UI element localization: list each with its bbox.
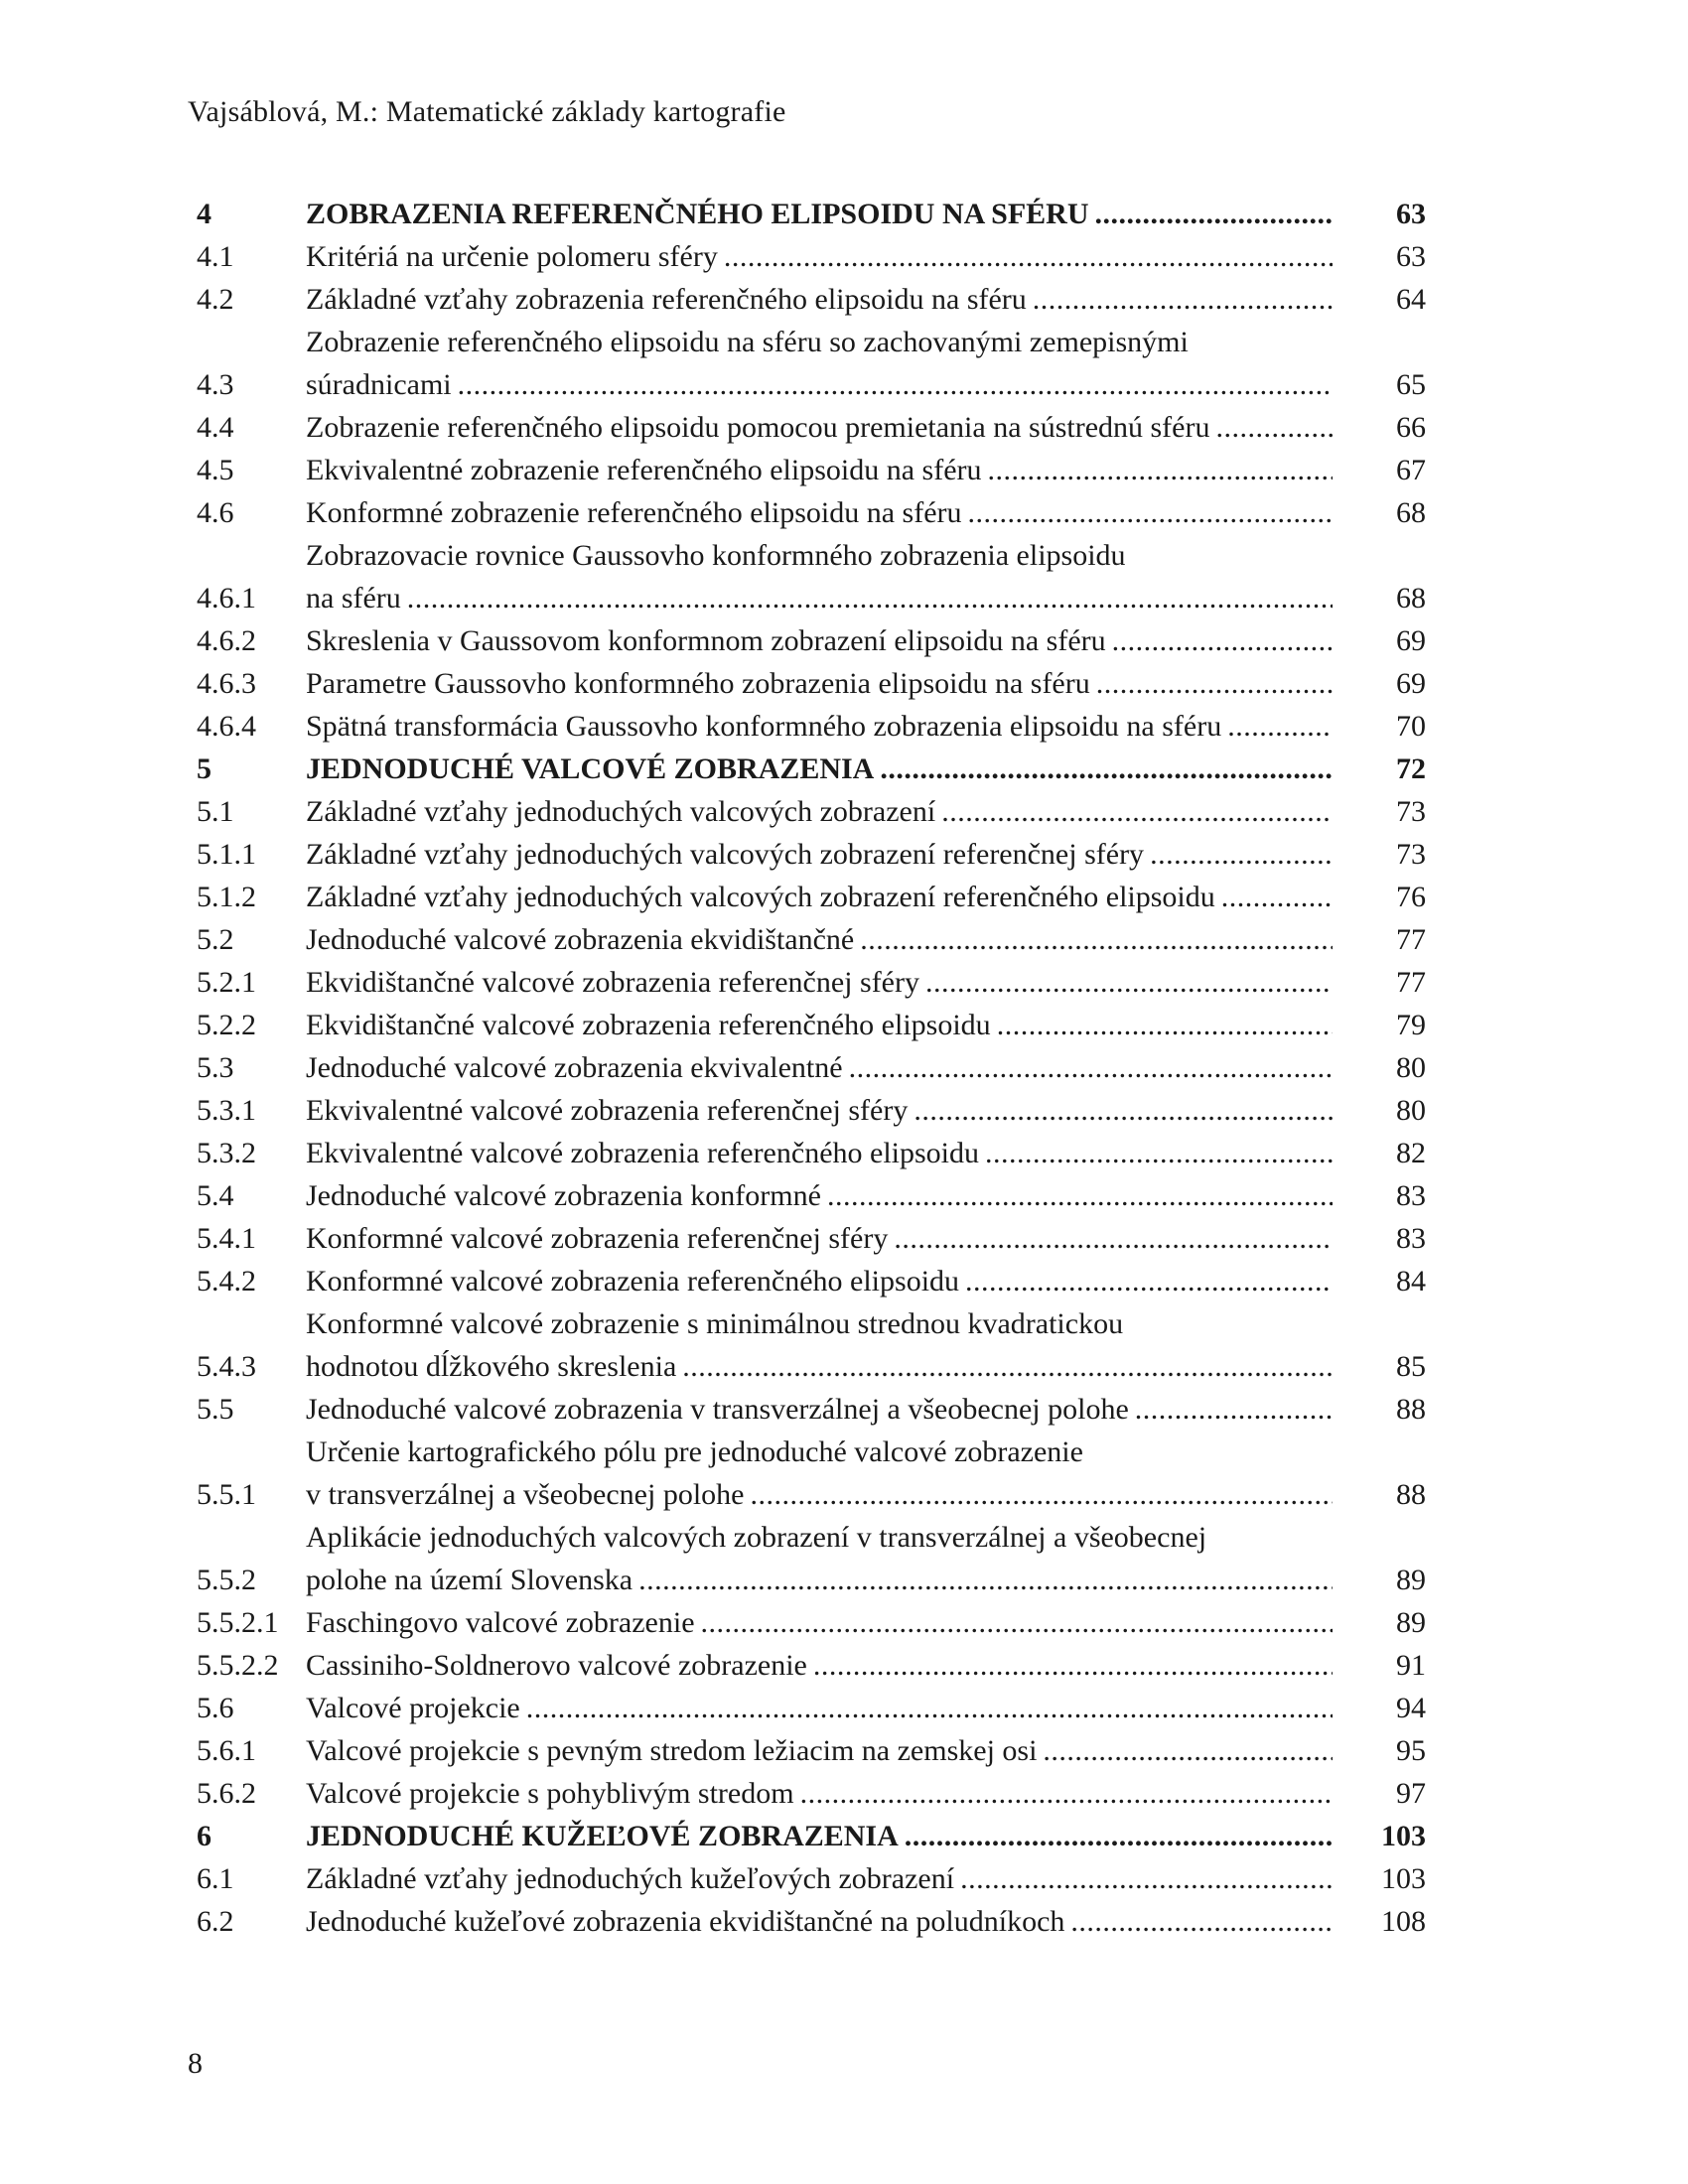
toc-entry: [197, 534, 1426, 619]
toc-entry-title: [306, 876, 1333, 918]
dot-leader: [800, 1772, 1333, 1815]
toc-entry-page: 97: [1396, 1777, 1426, 1810]
toc-entry-page: 83: [1396, 1179, 1426, 1212]
toc-entry-number: 5.5.2: [197, 1564, 256, 1596]
toc-entry: [197, 1004, 1426, 1046]
toc-entry-page: 91: [1396, 1649, 1426, 1682]
toc-entry-title: [306, 1004, 1333, 1046]
toc-entry-page: 89: [1396, 1564, 1426, 1596]
toc-entry: [197, 790, 1426, 833]
toc-entry: [197, 1046, 1426, 1089]
toc-entry-page: 80: [1396, 1051, 1426, 1084]
toc-entry-page: 68: [1396, 582, 1426, 614]
toc-entry-title: [306, 193, 1333, 235]
dot-leader: [941, 790, 1333, 833]
toc-entry-title-line: [306, 918, 1333, 961]
table-of-contents: [197, 193, 1426, 1943]
toc-entry-number: 5.3: [197, 1051, 234, 1084]
toc-entry-page: 83: [1396, 1222, 1426, 1255]
dot-leader: [914, 1089, 1333, 1132]
toc-chapter-entry: [197, 748, 1426, 790]
dot-leader: [458, 363, 1333, 406]
toc-entry-title: [306, 1516, 1333, 1601]
toc-entry-number: 5.3.1: [197, 1094, 256, 1127]
dot-leader: [526, 1687, 1333, 1729]
toc-entry: [197, 235, 1426, 278]
toc-entry-text: Konformné valcové zobrazenia referenčného elipsoidu: [306, 1265, 960, 1297]
dot-leader: [988, 449, 1333, 491]
toc-entry-title-line: [306, 406, 1333, 449]
toc-entry-title-line: [306, 1815, 1333, 1857]
toc-entry-title-first-line: Zobrazovacie rovnice Gaussovho konformného zobrazenia elipsoidu: [306, 539, 1126, 572]
dot-leader: [1227, 705, 1333, 748]
toc-entry-text: súradnicami: [306, 368, 452, 401]
toc-entry: [197, 1601, 1426, 1644]
toc-entry-number: 4.6.3: [197, 667, 256, 700]
toc-entry-page: 79: [1396, 1009, 1426, 1041]
dot-leader: [1096, 662, 1333, 705]
toc-entry-title: [306, 1388, 1333, 1431]
toc-entry-title: [306, 1302, 1333, 1388]
toc-entry-title-line: [306, 1644, 1333, 1687]
toc-entry-title-line: [306, 449, 1333, 491]
dot-leader: [1215, 406, 1333, 449]
toc-entry-title-first-line: Konformné valcové zobrazenie s minimálnou strednou kvadratickou: [306, 1307, 1124, 1340]
dot-leader: [1033, 278, 1333, 321]
toc-entry-title-line: [306, 1089, 1333, 1132]
toc-entry-text: JEDNODUCHÉ KUŽEĽOVÉ ZOBRAZENIA: [306, 1820, 899, 1852]
toc-entry: [197, 876, 1426, 918]
toc-entry-title-line: [306, 491, 1333, 534]
toc-entry-text: Ekvidištančné valcové zobrazenia referenčného elipsoidu: [306, 1009, 991, 1041]
toc-entry-title-line: [306, 1217, 1333, 1260]
toc-entry-number: 5.2: [197, 923, 234, 956]
toc-entry-page: 64: [1396, 283, 1426, 316]
toc-entry-title-line: [306, 876, 1333, 918]
toc-entry: [197, 833, 1426, 876]
toc-entry-number: 5.4.3: [197, 1350, 256, 1383]
toc-entry-title: [306, 1431, 1333, 1516]
toc-entry-number: 5.4.1: [197, 1222, 256, 1255]
toc-entry-title: [306, 449, 1333, 491]
toc-entry-page: 84: [1396, 1265, 1426, 1297]
toc-entry: [197, 662, 1426, 705]
dot-leader: [849, 1046, 1333, 1089]
toc-entry-title-first-line: Určenie kartografického pólu pre jednoduché valcové zobrazenie: [306, 1435, 1083, 1468]
toc-entry-title-line: [306, 961, 1333, 1004]
toc-entry-page: 63: [1396, 240, 1426, 273]
toc-entry-text: polohe na území Slovenska: [306, 1564, 633, 1596]
toc-entry-title: [306, 491, 1333, 534]
toc-entry-text: Základné vzťahy jednoduchých kužeľových zobrazení: [306, 1862, 955, 1895]
toc-entry-title-line: [306, 1388, 1333, 1431]
toc-entry-title: [306, 278, 1333, 321]
toc-entry-page: 103: [1381, 1862, 1426, 1895]
toc-entry-title-line: [306, 1559, 1333, 1601]
toc-entry: [197, 918, 1426, 961]
toc-entry: [197, 1217, 1426, 1260]
toc-entry-number: 5.5.2.2: [197, 1649, 279, 1682]
toc-entry-text: Ekvivalentné zobrazenie referenčného elipsoidu na sféru: [306, 454, 982, 486]
toc-entry-title: [306, 918, 1333, 961]
toc-entry-number: 6.2: [197, 1905, 234, 1938]
toc-entry-title: [306, 1601, 1333, 1644]
toc-entry-number: 4.6.2: [197, 624, 256, 657]
toc-entry-title: [306, 705, 1333, 748]
toc-entry-text: Základné vzťahy jednoduchých valcových zobrazení referenčného elipsoidu: [306, 881, 1215, 913]
toc-entry: [197, 1302, 1426, 1388]
toc-entry: [197, 619, 1426, 662]
running-header: Vajsáblová, M.: Matematické základy kartografie: [188, 95, 786, 128]
toc-entry-title-line: [306, 1772, 1333, 1815]
dot-leader: [905, 1815, 1333, 1857]
toc-entry-number: 4.2: [197, 283, 234, 316]
toc-entry-number: 5.4.2: [197, 1265, 256, 1297]
toc-entry-title: [306, 321, 1333, 406]
toc-entry-title: [306, 1857, 1333, 1900]
dot-leader: [960, 1857, 1333, 1900]
toc-entry: [197, 1388, 1426, 1431]
dot-leader: [860, 918, 1333, 961]
toc-entry-title: [306, 1217, 1333, 1260]
toc-entry-title: [306, 790, 1333, 833]
toc-entry-text: Základné vzťahy jednoduchých valcových zobrazení referenčnej sféry: [306, 838, 1145, 871]
toc-entry-title: [306, 961, 1333, 1004]
toc-entry-title: [306, 1687, 1333, 1729]
toc-entry-title-line: [306, 363, 1333, 406]
toc-entry: [197, 406, 1426, 449]
toc-entry-title-line: [306, 1004, 1333, 1046]
dot-leader: [997, 1004, 1333, 1046]
dot-leader: [407, 577, 1333, 619]
toc-entry-page: 95: [1396, 1734, 1426, 1767]
toc-entry-text: Jednoduché valcové zobrazenia ekvidištančné: [306, 923, 855, 956]
dot-leader: [1043, 1729, 1333, 1772]
toc-entry-text: Jednoduché kužeľové zobrazenia ekvidištančné na poludníkoch: [306, 1905, 1065, 1938]
toc-entry: [197, 705, 1426, 748]
dot-leader: [750, 1473, 1333, 1516]
toc-entry-text: Ekvivalentné valcové zobrazenia referenčnej sféry: [306, 1094, 909, 1127]
toc-entry-title-line: [306, 1601, 1333, 1644]
toc-entry: [197, 1431, 1426, 1516]
dot-leader: [1070, 1900, 1333, 1943]
toc-entry-number: 4.6.1: [197, 582, 256, 614]
dot-leader: [968, 491, 1333, 534]
toc-entry-text: Skreslenia v Gaussovom konformnom zobrazení elipsoidu na sféru: [306, 624, 1106, 657]
toc-entry: [197, 449, 1426, 491]
toc-entry-page: 82: [1396, 1137, 1426, 1169]
toc-entry-title-line: [306, 1857, 1333, 1900]
toc-entry-number: 6.1: [197, 1862, 234, 1895]
toc-entry-page: 66: [1396, 411, 1426, 444]
toc-entry: [197, 1132, 1426, 1174]
toc-entry-title-line: [306, 577, 1333, 619]
toc-entry-text: ZOBRAZENIA REFERENČNÉHO ELIPSOIDU NA SFÉRU: [306, 198, 1089, 230]
toc-entry: [197, 1857, 1426, 1900]
toc-entry-page: 63: [1396, 198, 1426, 230]
toc-entry-title: [306, 1132, 1333, 1174]
toc-entry-text: Jednoduché valcové zobrazenia v transverzálnej a všeobecnej polohe: [306, 1393, 1129, 1426]
toc-entry-number: 4.3: [197, 368, 234, 401]
toc-entry-title-line: [306, 748, 1333, 790]
toc-entry-title: [306, 1815, 1333, 1857]
toc-entry-title: [306, 534, 1333, 619]
toc-entry-number: 5.2.1: [197, 966, 256, 999]
toc-entry-number: 5.5.2.1: [197, 1606, 279, 1639]
toc-entry-page: 67: [1396, 454, 1426, 486]
toc-entry-title: [306, 619, 1333, 662]
toc-entry-title: [306, 662, 1333, 705]
dot-leader: [1135, 1388, 1333, 1431]
toc-entry-number: 5.3.2: [197, 1137, 256, 1169]
dot-leader: [880, 748, 1333, 790]
toc-entry-text: Faschingovo valcové zobrazenie: [306, 1606, 695, 1639]
toc-entry-text: Valcové projekcie s pevným stredom ležiacim na zemskej osi: [306, 1734, 1038, 1767]
toc-entry-title: [306, 1729, 1333, 1772]
toc-entry-text: hodnotou dĺžkového skreslenia: [306, 1350, 677, 1383]
toc-entry-title-line: [306, 705, 1333, 748]
toc-entry-page: 69: [1396, 624, 1426, 657]
toc-entry-page: 69: [1396, 667, 1426, 700]
toc-entry-page: 73: [1396, 838, 1426, 871]
toc-entry-page: 72: [1396, 752, 1426, 785]
toc-entry-text: Spätná transformácia Gaussovho konformného zobrazenia elipsoidu na sféru: [306, 710, 1222, 743]
dot-leader: [701, 1601, 1333, 1644]
dot-leader: [827, 1174, 1333, 1217]
toc-entry: [197, 961, 1426, 1004]
toc-entry-title: [306, 406, 1333, 449]
toc-entry-title-line: [306, 193, 1333, 235]
toc-entry-number: 5.2.2: [197, 1009, 256, 1041]
toc-entry-title: [306, 1900, 1333, 1943]
toc-entry-number: 5.6.1: [197, 1734, 256, 1767]
toc-entry-title-line: [306, 1132, 1333, 1174]
toc-entry-number: 6: [197, 1820, 211, 1852]
toc-entry-page: 88: [1396, 1478, 1426, 1511]
toc-entry-text: v transverzálnej a všeobecnej polohe: [306, 1478, 745, 1511]
toc-entry-number: 5.1.2: [197, 881, 256, 913]
toc-entry-page: 65: [1396, 368, 1426, 401]
toc-entry-title: [306, 1046, 1333, 1089]
dot-leader: [724, 235, 1333, 278]
toc-entry-number: 5.5: [197, 1393, 234, 1426]
toc-entry-title-line: [306, 1260, 1333, 1302]
dot-leader: [1150, 833, 1333, 876]
toc-entry-title-line: [306, 1729, 1333, 1772]
toc-entry-text: Valcové projekcie s pohyblivým stredom: [306, 1777, 794, 1810]
toc-entry-text: Jednoduché valcové zobrazenia konformné: [306, 1179, 821, 1212]
toc-entry-number: 4.5: [197, 454, 234, 486]
toc-entry: [197, 1516, 1426, 1601]
toc-entry-text: Konformné zobrazenie referenčného elipsoidu na sféru: [306, 496, 962, 529]
toc-entry: [197, 1644, 1426, 1687]
toc-entry: [197, 278, 1426, 321]
toc-chapter-entry: [197, 193, 1426, 235]
toc-entry-number: 5.1: [197, 795, 234, 828]
toc-entry-number: 4.6.4: [197, 710, 256, 743]
toc-entry-page: 88: [1396, 1393, 1426, 1426]
dot-leader: [965, 1260, 1333, 1302]
toc-entry-number: 5: [197, 752, 211, 785]
toc-entry-title: [306, 1089, 1333, 1132]
toc-entry-number: 5.6: [197, 1692, 234, 1724]
toc-entry: [197, 1687, 1426, 1729]
toc-entry-page: 70: [1396, 710, 1426, 743]
toc-entry-text: Zobrazenie referenčného elipsoidu pomocou premietania na sústrednú sféru: [306, 411, 1210, 444]
toc-entry-title-line: [306, 278, 1333, 321]
toc-entry-text: Konformné valcové zobrazenia referenčnej sféry: [306, 1222, 889, 1255]
toc-entry-page: 80: [1396, 1094, 1426, 1127]
toc-entry-text: Valcové projekcie: [306, 1692, 520, 1724]
toc-entry: [197, 321, 1426, 406]
toc-entry-page: 77: [1396, 966, 1426, 999]
toc-entry-title: [306, 1772, 1333, 1815]
toc-entry-number: 4: [197, 198, 211, 230]
toc-entry-number: 4.1: [197, 240, 234, 273]
toc-entry-title: [306, 1260, 1333, 1302]
toc-entry-text: Parametre Gaussovho konformného zobrazenia elipsoidu na sféru: [306, 667, 1090, 700]
toc-entry-title: [306, 1174, 1333, 1217]
toc-entry-title-line: [306, 1046, 1333, 1089]
toc-entry-text: Ekvidištančné valcové zobrazenia referenčnej sféry: [306, 966, 919, 999]
toc-entry-text: Kritériá na určenie polomeru sféry: [306, 240, 718, 273]
toc-entry-title: [306, 833, 1333, 876]
toc-entry-page: 68: [1396, 496, 1426, 529]
page-number: 8: [188, 2047, 203, 2080]
toc-entry-title-line: [306, 662, 1333, 705]
toc-entry-text: Ekvivalentné valcové zobrazenia referenčného elipsoidu: [306, 1137, 980, 1169]
dot-leader: [925, 961, 1333, 1004]
toc-entry-title-first-line: Zobrazenie referenčného elipsoidu na sféru so zachovanými zemepisnými: [306, 326, 1189, 358]
toc-entry-title-line: [306, 790, 1333, 833]
toc-entry-page: 76: [1396, 881, 1426, 913]
toc-entry-number: 5.1.1: [197, 838, 256, 871]
toc-entry-title-line: [306, 235, 1333, 278]
dot-leader: [894, 1217, 1333, 1260]
toc-entry-title-line: [306, 1345, 1333, 1388]
toc-entry-title-line: [306, 619, 1333, 662]
toc-entry-text: Cassiniho-Soldnerovo valcové zobrazenie: [306, 1649, 807, 1682]
toc-entry-page: 85: [1396, 1350, 1426, 1383]
toc-entry: [197, 1729, 1426, 1772]
toc-entry-title: [306, 235, 1333, 278]
dot-leader: [638, 1559, 1333, 1601]
toc-entry: [197, 491, 1426, 534]
toc-entry-text: Jednoduché valcové zobrazenia ekvivalentné: [306, 1051, 843, 1084]
dot-leader: [985, 1132, 1333, 1174]
toc-entry-page: 73: [1396, 795, 1426, 828]
toc-entry-text: na sféru: [306, 582, 401, 614]
toc-entry: [197, 1260, 1426, 1302]
toc-entry-title-line: [306, 1174, 1333, 1217]
toc-entry: [197, 1900, 1426, 1943]
toc-entry-page: 77: [1396, 923, 1426, 956]
toc-entry-number: 5.6.2: [197, 1777, 256, 1810]
toc-entry-page: 94: [1396, 1692, 1426, 1724]
dot-leader: [1094, 193, 1333, 235]
dot-leader: [1221, 876, 1333, 918]
toc-entry: [197, 1772, 1426, 1815]
dot-leader: [682, 1345, 1333, 1388]
dot-leader: [813, 1644, 1333, 1687]
toc-entry-title-line: [306, 1900, 1333, 1943]
toc-entry-title-first-line: Aplikácie jednoduchých valcových zobrazení v transverzálnej a všeobecnej: [306, 1521, 1207, 1554]
toc-entry-title-line: [306, 1473, 1333, 1516]
toc-entry: [197, 1089, 1426, 1132]
toc-entry-page: 108: [1381, 1905, 1426, 1938]
toc-entry-number: 5.5.1: [197, 1478, 256, 1511]
toc-entry: [197, 1174, 1426, 1217]
toc-entry-text: Základné vzťahy zobrazenia referenčného elipsoidu na sféru: [306, 283, 1027, 316]
toc-entry-title-line: [306, 1687, 1333, 1729]
toc-entry-title: [306, 748, 1333, 790]
dot-leader: [1112, 619, 1333, 662]
toc-entry-page: 89: [1396, 1606, 1426, 1639]
toc-entry-title-line: [306, 833, 1333, 876]
toc-entry-text: Základné vzťahy jednoduchých valcových zobrazení: [306, 795, 936, 828]
toc-entry-number: 5.4: [197, 1179, 234, 1212]
toc-entry-number: 4.6: [197, 496, 234, 529]
toc-entry-number: 4.4: [197, 411, 234, 444]
toc-chapter-entry: [197, 1815, 1426, 1857]
toc-entry-title: [306, 1644, 1333, 1687]
toc-entry-page: 103: [1381, 1820, 1426, 1852]
toc-entry-text: JEDNODUCHÉ VALCOVÉ ZOBRAZENIA: [306, 752, 875, 785]
